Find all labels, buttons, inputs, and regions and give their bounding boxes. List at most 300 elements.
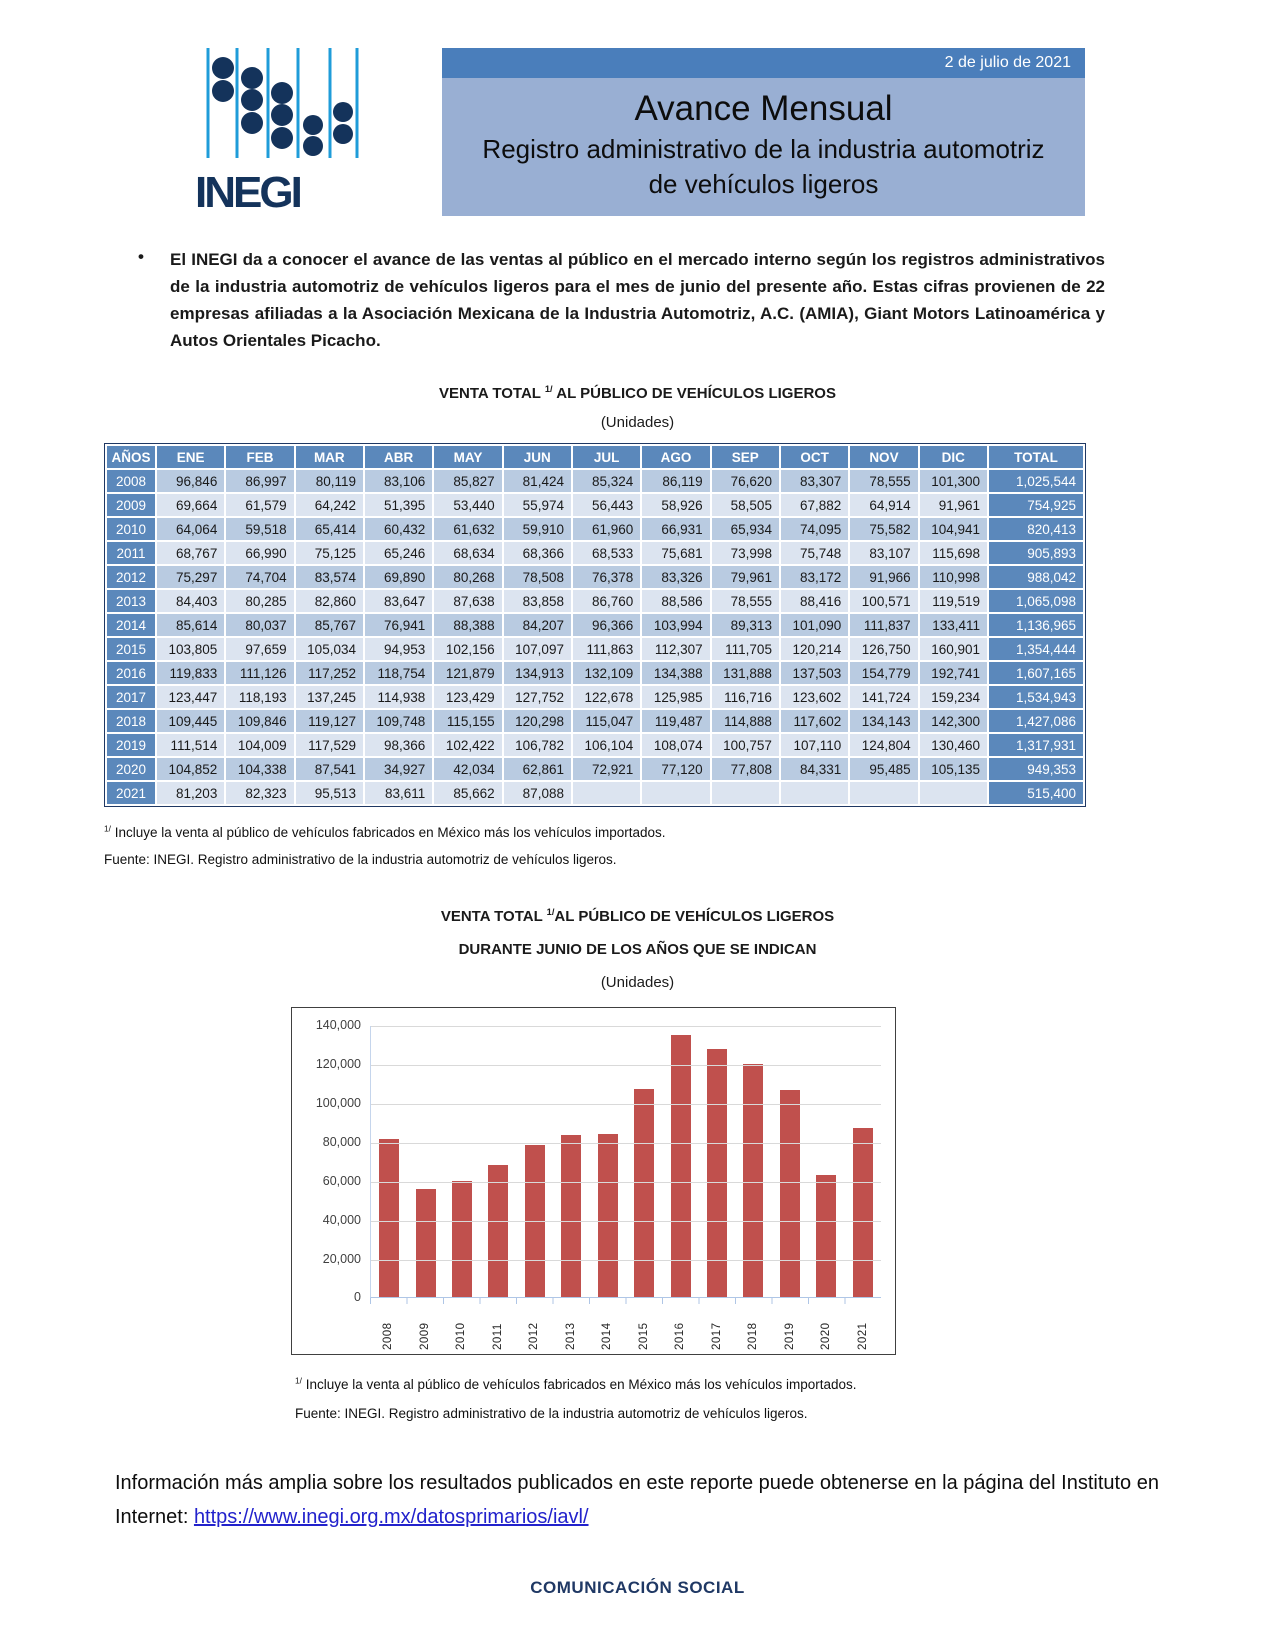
table-row bbox=[107, 782, 1083, 804]
value-cell: 75,582 bbox=[850, 518, 917, 540]
gridline bbox=[371, 1182, 881, 1183]
total-cell: 1,607,165 bbox=[989, 662, 1083, 684]
bar bbox=[561, 1135, 581, 1298]
value-cell: 80,119 bbox=[296, 470, 363, 492]
x-axis-label: 2017 bbox=[710, 1322, 723, 1351]
table-row bbox=[107, 638, 1083, 660]
value-cell: 83,307 bbox=[781, 470, 848, 492]
value-cell: 56,443 bbox=[573, 494, 640, 516]
value-cell bbox=[573, 782, 640, 804]
value-cell: 115,698 bbox=[920, 542, 987, 564]
year-cell: 2010 bbox=[107, 518, 155, 540]
value-cell: 86,760 bbox=[573, 590, 640, 612]
value-cell: 78,508 bbox=[504, 566, 571, 588]
year-cell: 2015 bbox=[107, 638, 155, 660]
bar bbox=[488, 1165, 508, 1298]
column-header: AÑOS bbox=[107, 446, 155, 468]
gridline bbox=[371, 1065, 881, 1066]
value-cell: 131,888 bbox=[712, 662, 779, 684]
total-cell: 1,065,098 bbox=[989, 590, 1083, 612]
value-cell: 83,107 bbox=[850, 542, 917, 564]
year-cell: 2011 bbox=[107, 542, 155, 564]
y-axis-label: 120,000 bbox=[315, 1057, 361, 1072]
year-cell: 2016 bbox=[107, 662, 155, 684]
footer-closing: COMUNICACIÓN SOCIAL bbox=[530, 1578, 745, 1598]
value-cell: 66,931 bbox=[642, 518, 709, 540]
value-cell: 101,090 bbox=[781, 614, 848, 636]
column-header: SEP bbox=[712, 446, 779, 468]
total-cell: 1,136,965 bbox=[989, 614, 1083, 636]
value-cell: 59,910 bbox=[504, 518, 571, 540]
value-cell: 76,620 bbox=[712, 470, 779, 492]
value-cell: 137,503 bbox=[781, 662, 848, 684]
sales-table-wrapper bbox=[104, 443, 1086, 807]
value-cell: 104,852 bbox=[157, 758, 224, 780]
value-cell: 61,579 bbox=[226, 494, 293, 516]
value-cell: 86,997 bbox=[226, 470, 293, 492]
year-cell: 2009 bbox=[107, 494, 155, 516]
chart-footnote-text: Incluye la venta al público de vehículos fabricados en México más los vehículos importados. bbox=[301, 1377, 857, 1393]
value-cell: 105,034 bbox=[296, 638, 363, 660]
value-cell: 109,748 bbox=[365, 710, 432, 732]
value-cell: 114,938 bbox=[365, 686, 432, 708]
value-cell: 134,388 bbox=[642, 662, 709, 684]
footnote-text: Incluye la venta al público de vehículos fabricados en México más los vehículos importados. bbox=[110, 825, 666, 841]
value-cell: 115,047 bbox=[573, 710, 640, 732]
value-cell: 75,681 bbox=[642, 542, 709, 564]
chart-title-suffix: AL PÚBLICO DE VEHÍCULOS LIGEROS bbox=[554, 908, 835, 926]
value-cell: 59,518 bbox=[226, 518, 293, 540]
year-cell: 2021 bbox=[107, 782, 155, 804]
value-cell: 68,366 bbox=[504, 542, 571, 564]
value-cell: 65,246 bbox=[365, 542, 432, 564]
value-cell: 104,009 bbox=[226, 734, 293, 756]
value-cell: 141,724 bbox=[850, 686, 917, 708]
table-footnotes bbox=[104, 819, 1275, 873]
value-cell: 91,961 bbox=[920, 494, 987, 516]
value-cell: 134,143 bbox=[850, 710, 917, 732]
value-cell: 95,513 bbox=[296, 782, 363, 804]
value-cell: 97,659 bbox=[226, 638, 293, 660]
table-row bbox=[107, 686, 1083, 708]
x-axis-label: 2016 bbox=[674, 1322, 687, 1351]
chart-title-line2: DURANTE JUNIO DE LOS AÑOS QUE SE INDICAN bbox=[458, 941, 817, 959]
value-cell: 61,632 bbox=[434, 518, 501, 540]
bar bbox=[853, 1128, 873, 1297]
value-cell: 61,960 bbox=[573, 518, 640, 540]
value-cell: 76,378 bbox=[573, 566, 640, 588]
value-cell: 82,323 bbox=[226, 782, 293, 804]
x-axis-label: 2014 bbox=[601, 1322, 614, 1351]
gridline bbox=[371, 1026, 881, 1027]
value-cell bbox=[642, 782, 709, 804]
table-title-sup: 1/ bbox=[544, 384, 553, 395]
value-cell: 111,126 bbox=[226, 662, 293, 684]
table-row bbox=[107, 734, 1083, 756]
value-cell: 79,961 bbox=[712, 566, 779, 588]
column-header: MAY bbox=[434, 446, 501, 468]
report-date: 2 de julio de 2021 bbox=[442, 48, 1085, 78]
value-cell: 104,941 bbox=[920, 518, 987, 540]
value-cell: 119,519 bbox=[920, 590, 987, 612]
x-axis-label: 2019 bbox=[783, 1322, 796, 1351]
y-axis-label: 0 bbox=[354, 1290, 361, 1305]
chart-footnotes bbox=[295, 1371, 1275, 1428]
value-cell: 87,638 bbox=[434, 590, 501, 612]
value-cell: 117,602 bbox=[781, 710, 848, 732]
report-header bbox=[0, 0, 1275, 216]
table-title-suffix: AL PÚBLICO DE VEHÍCULOS LIGEROS bbox=[552, 385, 836, 403]
value-cell: 42,034 bbox=[434, 758, 501, 780]
value-cell: 85,767 bbox=[296, 614, 363, 636]
bullet-marker: • bbox=[138, 246, 144, 266]
chart-titles bbox=[0, 907, 1275, 991]
value-cell: 87,088 bbox=[504, 782, 571, 804]
value-cell: 96,846 bbox=[157, 470, 224, 492]
total-cell: 515,400 bbox=[989, 782, 1083, 804]
value-cell: 58,505 bbox=[712, 494, 779, 516]
value-cell: 34,927 bbox=[365, 758, 432, 780]
value-cell: 118,754 bbox=[365, 662, 432, 684]
value-cell: 123,429 bbox=[434, 686, 501, 708]
total-cell: 988,042 bbox=[989, 566, 1083, 588]
value-cell: 83,611 bbox=[365, 782, 432, 804]
table-row bbox=[107, 710, 1083, 732]
table-footnote bbox=[104, 819, 1275, 846]
column-header: ABR bbox=[365, 446, 432, 468]
column-header: AGO bbox=[642, 446, 709, 468]
table-header-row bbox=[107, 446, 1083, 468]
value-cell: 84,403 bbox=[157, 590, 224, 612]
x-axis-label: 2018 bbox=[747, 1322, 760, 1351]
year-cell: 2017 bbox=[107, 686, 155, 708]
column-header: TOTAL bbox=[989, 446, 1083, 468]
chart-title-sup: 1/ bbox=[546, 907, 555, 918]
value-cell: 111,863 bbox=[573, 638, 640, 660]
value-cell: 81,424 bbox=[504, 470, 571, 492]
column-header: DIC bbox=[920, 446, 987, 468]
column-header: NOV bbox=[850, 446, 917, 468]
value-cell: 101,300 bbox=[920, 470, 987, 492]
sales-table bbox=[105, 444, 1085, 806]
value-cell: 120,298 bbox=[504, 710, 571, 732]
value-cell: 65,414 bbox=[296, 518, 363, 540]
value-cell bbox=[781, 782, 848, 804]
value-cell: 51,395 bbox=[365, 494, 432, 516]
year-cell: 2012 bbox=[107, 566, 155, 588]
value-cell: 78,555 bbox=[850, 470, 917, 492]
value-cell: 77,120 bbox=[642, 758, 709, 780]
table-source: Fuente: INEGI. Registro administrativo de la industria automotriz de vehículos ligeros. bbox=[104, 852, 617, 868]
value-cell: 74,704 bbox=[226, 566, 293, 588]
value-cell: 114,888 bbox=[712, 710, 779, 732]
value-cell: 117,252 bbox=[296, 662, 363, 684]
table-row bbox=[107, 518, 1083, 540]
table-title bbox=[0, 384, 1275, 402]
value-cell: 75,125 bbox=[296, 542, 363, 564]
chart-source: Fuente: INEGI. Registro administrativo de la industria automotriz de vehículos ligeros. bbox=[295, 1405, 808, 1421]
value-cell: 85,662 bbox=[434, 782, 501, 804]
x-axis-label: 2015 bbox=[637, 1322, 650, 1351]
value-cell: 85,614 bbox=[157, 614, 224, 636]
value-cell: 107,110 bbox=[781, 734, 848, 756]
footnote-sup: 1/ bbox=[104, 823, 111, 834]
column-header: ENE bbox=[157, 446, 224, 468]
value-cell bbox=[920, 782, 987, 804]
value-cell: 160,901 bbox=[920, 638, 987, 660]
year-cell: 2020 bbox=[107, 758, 155, 780]
chart-footnote-sup: 1/ bbox=[295, 1375, 302, 1386]
value-cell: 120,214 bbox=[781, 638, 848, 660]
y-axis-label: 100,000 bbox=[315, 1096, 361, 1111]
column-header: JUN bbox=[504, 446, 571, 468]
value-cell: 73,998 bbox=[712, 542, 779, 564]
value-cell: 104,338 bbox=[226, 758, 293, 780]
value-cell: 110,998 bbox=[920, 566, 987, 588]
inegi-logo-text: INEGI bbox=[195, 168, 300, 217]
table-row bbox=[107, 542, 1083, 564]
value-cell: 159,234 bbox=[920, 686, 987, 708]
total-cell: 754,925 bbox=[989, 494, 1083, 516]
value-cell: 123,602 bbox=[781, 686, 848, 708]
x-axis-label: 2013 bbox=[564, 1322, 577, 1351]
value-cell: 68,767 bbox=[157, 542, 224, 564]
value-cell: 118,193 bbox=[226, 686, 293, 708]
value-cell: 77,808 bbox=[712, 758, 779, 780]
table-title-text: VENTA TOTAL bbox=[439, 385, 545, 403]
total-cell: 905,893 bbox=[989, 542, 1083, 564]
value-cell: 75,748 bbox=[781, 542, 848, 564]
x-axis-label: 2010 bbox=[455, 1322, 468, 1351]
bar bbox=[634, 1089, 654, 1297]
value-cell: 81,203 bbox=[157, 782, 224, 804]
value-cell: 80,268 bbox=[434, 566, 501, 588]
value-cell: 67,882 bbox=[781, 494, 848, 516]
value-cell: 68,533 bbox=[573, 542, 640, 564]
report-subtitle-1: Registro administrativo de la industria automotriz bbox=[482, 133, 1045, 164]
value-cell: 127,752 bbox=[504, 686, 571, 708]
report-title: Avance Mensual bbox=[634, 89, 893, 128]
gridline bbox=[371, 1104, 881, 1105]
bar bbox=[743, 1064, 763, 1298]
value-cell: 64,064 bbox=[157, 518, 224, 540]
value-cell: 102,422 bbox=[434, 734, 501, 756]
chart-x-axis-labels bbox=[370, 1306, 881, 1350]
value-cell bbox=[850, 782, 917, 804]
value-cell: 58,926 bbox=[642, 494, 709, 516]
value-cell: 88,416 bbox=[781, 590, 848, 612]
year-cell: 2018 bbox=[107, 710, 155, 732]
value-cell: 60,432 bbox=[365, 518, 432, 540]
value-cell: 83,326 bbox=[642, 566, 709, 588]
value-cell: 106,782 bbox=[504, 734, 571, 756]
total-cell: 1,317,931 bbox=[989, 734, 1083, 756]
value-cell: 109,846 bbox=[226, 710, 293, 732]
value-cell: 137,245 bbox=[296, 686, 363, 708]
bar bbox=[379, 1139, 399, 1297]
value-cell: 82,860 bbox=[296, 590, 363, 612]
total-cell: 949,353 bbox=[989, 758, 1083, 780]
column-header: MAR bbox=[296, 446, 363, 468]
total-cell: 1,025,544 bbox=[989, 470, 1083, 492]
year-cell: 2013 bbox=[107, 590, 155, 612]
gridline bbox=[371, 1143, 881, 1144]
chart-bars bbox=[371, 1026, 881, 1297]
value-cell: 75,297 bbox=[157, 566, 224, 588]
value-cell: 72,921 bbox=[573, 758, 640, 780]
chart-title-line1 bbox=[0, 907, 1275, 925]
total-cell: 1,534,943 bbox=[989, 686, 1083, 708]
value-cell: 95,485 bbox=[850, 758, 917, 780]
total-cell: 820,413 bbox=[989, 518, 1083, 540]
value-cell: 84,331 bbox=[781, 758, 848, 780]
value-cell: 107,097 bbox=[504, 638, 571, 660]
value-cell: 85,827 bbox=[434, 470, 501, 492]
value-cell: 192,741 bbox=[920, 662, 987, 684]
value-cell: 123,447 bbox=[157, 686, 224, 708]
value-cell: 132,109 bbox=[573, 662, 640, 684]
value-cell: 117,529 bbox=[296, 734, 363, 756]
report-subtitle-2: de vehículos ligeros bbox=[648, 168, 879, 199]
bar bbox=[598, 1134, 618, 1298]
value-cell: 112,307 bbox=[642, 638, 709, 660]
table-row bbox=[107, 614, 1083, 636]
value-cell: 119,487 bbox=[642, 710, 709, 732]
value-cell: 88,388 bbox=[434, 614, 501, 636]
chart-footnote bbox=[295, 1371, 1275, 1399]
value-cell: 91,966 bbox=[850, 566, 917, 588]
y-axis-label: 140,000 bbox=[315, 1018, 361, 1033]
value-cell: 83,858 bbox=[504, 590, 571, 612]
value-cell: 98,366 bbox=[365, 734, 432, 756]
value-cell: 116,716 bbox=[712, 686, 779, 708]
value-cell: 83,172 bbox=[781, 566, 848, 588]
x-axis-label: 2011 bbox=[491, 1323, 504, 1351]
value-cell bbox=[712, 782, 779, 804]
chart-title-text: VENTA TOTAL bbox=[440, 908, 547, 926]
value-cell: 106,104 bbox=[573, 734, 640, 756]
value-cell: 119,127 bbox=[296, 710, 363, 732]
column-header: OCT bbox=[781, 446, 848, 468]
value-cell: 111,837 bbox=[850, 614, 917, 636]
chart-plot-area bbox=[315, 1018, 881, 1305]
table-row bbox=[107, 470, 1083, 492]
value-cell: 53,440 bbox=[434, 494, 501, 516]
x-axis-label: 2008 bbox=[382, 1322, 395, 1351]
value-cell: 64,914 bbox=[850, 494, 917, 516]
value-cell: 100,757 bbox=[712, 734, 779, 756]
value-cell: 96,366 bbox=[573, 614, 640, 636]
value-cell: 154,779 bbox=[850, 662, 917, 684]
value-cell: 68,634 bbox=[434, 542, 501, 564]
value-cell: 83,647 bbox=[365, 590, 432, 612]
title-banner bbox=[442, 48, 1085, 216]
bar bbox=[671, 1035, 691, 1297]
value-cell: 103,994 bbox=[642, 614, 709, 636]
table-row bbox=[107, 758, 1083, 780]
value-cell: 80,285 bbox=[226, 590, 293, 612]
value-cell: 74,095 bbox=[781, 518, 848, 540]
value-cell: 103,805 bbox=[157, 638, 224, 660]
value-cell: 78,555 bbox=[712, 590, 779, 612]
value-cell: 134,913 bbox=[504, 662, 571, 684]
inegi-abacus-icon bbox=[195, 48, 363, 160]
table-row bbox=[107, 494, 1083, 516]
x-axis-label: 2009 bbox=[418, 1322, 431, 1351]
y-axis-label: 40,000 bbox=[322, 1212, 361, 1227]
value-cell: 109,445 bbox=[157, 710, 224, 732]
table-row bbox=[107, 590, 1083, 612]
y-axis-label: 60,000 bbox=[322, 1173, 361, 1188]
value-cell: 88,586 bbox=[642, 590, 709, 612]
value-cell: 124,804 bbox=[850, 734, 917, 756]
table-units-label: (Unidades) bbox=[600, 414, 675, 432]
value-cell: 69,664 bbox=[157, 494, 224, 516]
value-cell: 83,574 bbox=[296, 566, 363, 588]
value-cell: 100,571 bbox=[850, 590, 917, 612]
value-cell: 119,833 bbox=[157, 662, 224, 684]
year-cell: 2008 bbox=[107, 470, 155, 492]
x-axis-label: 2012 bbox=[528, 1322, 541, 1351]
table-row bbox=[107, 566, 1083, 588]
total-cell: 1,427,086 bbox=[989, 710, 1083, 732]
value-cell: 130,460 bbox=[920, 734, 987, 756]
value-cell: 64,242 bbox=[296, 494, 363, 516]
footer-paragraph bbox=[115, 1466, 1160, 1534]
value-cell: 94,953 bbox=[365, 638, 432, 660]
value-cell: 84,207 bbox=[504, 614, 571, 636]
value-cell: 62,861 bbox=[504, 758, 571, 780]
year-cell: 2019 bbox=[107, 734, 155, 756]
value-cell: 80,037 bbox=[226, 614, 293, 636]
value-cell: 125,985 bbox=[642, 686, 709, 708]
value-cell: 85,324 bbox=[573, 470, 640, 492]
inegi-report-link[interactable]: https://www.inegi.org.mx/datosprimarios/iavl/ bbox=[193, 1506, 589, 1529]
value-cell: 115,155 bbox=[434, 710, 501, 732]
bar bbox=[452, 1181, 472, 1297]
value-cell: 111,514 bbox=[157, 734, 224, 756]
year-cell: 2014 bbox=[107, 614, 155, 636]
intro-paragraph bbox=[138, 246, 1105, 355]
value-cell: 105,135 bbox=[920, 758, 987, 780]
value-cell: 87,541 bbox=[296, 758, 363, 780]
gridline bbox=[371, 1260, 881, 1261]
column-header: JUL bbox=[573, 446, 640, 468]
bar bbox=[816, 1175, 836, 1297]
bar bbox=[780, 1090, 800, 1297]
chart-x-axis-ticks bbox=[370, 1298, 881, 1304]
bar bbox=[416, 1189, 436, 1298]
x-axis-label: 2021 bbox=[856, 1322, 869, 1351]
value-cell: 66,990 bbox=[226, 542, 293, 564]
value-cell: 76,941 bbox=[365, 614, 432, 636]
chart-units-label: (Unidades) bbox=[600, 974, 675, 992]
value-cell: 55,974 bbox=[504, 494, 571, 516]
gridline bbox=[371, 1221, 881, 1222]
value-cell: 133,411 bbox=[920, 614, 987, 636]
y-axis-label: 80,000 bbox=[322, 1135, 361, 1149]
inegi-logo bbox=[195, 48, 363, 216]
bar-chart bbox=[291, 1007, 896, 1355]
column-header: FEB bbox=[226, 446, 293, 468]
table-row bbox=[107, 662, 1083, 684]
value-cell: 102,156 bbox=[434, 638, 501, 660]
x-axis-label: 2020 bbox=[820, 1322, 833, 1351]
value-cell: 142,300 bbox=[920, 710, 987, 732]
value-cell: 126,750 bbox=[850, 638, 917, 660]
banner-body bbox=[442, 78, 1085, 216]
intro-text: El INEGI da a conocer el avance de las ventas al público en el mercado interno según los registros administrativos de la industria automotriz de vehículos ligeros para el mes de junio del presente año. Estas cifras provienen de 22 empresas afiliadas a la Asociación Mexicana de la Industria Automotriz, A.C. (AMIA), Giant Motors Latinoamérica y Autos Orientales Picacho. bbox=[170, 249, 1105, 351]
